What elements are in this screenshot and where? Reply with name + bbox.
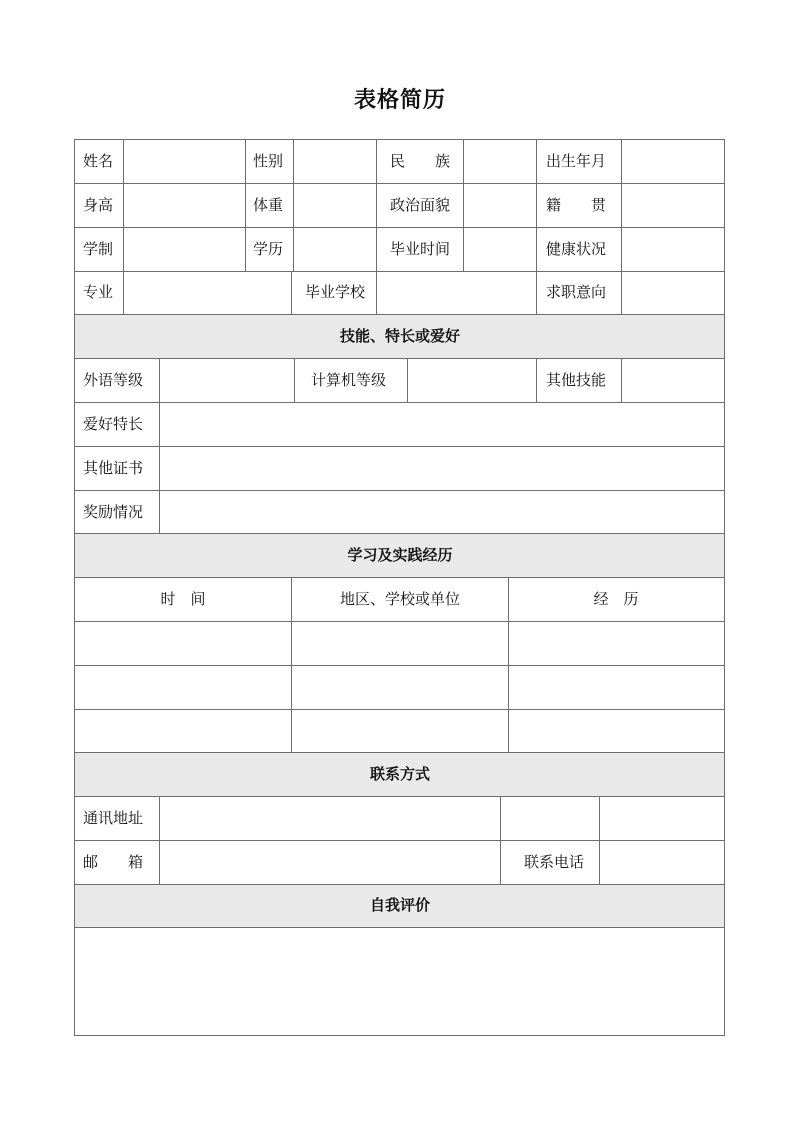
birth-label: 出生年月 [546,152,607,170]
job-intent-label: 求职意向 [546,283,607,301]
birth-field[interactable] [622,140,724,183]
experience-place-cell[interactable] [292,710,508,752]
health-label: 健康状况 [546,240,607,258]
row-divider [74,314,725,315]
hobbies-label: 爱好特长 [83,415,144,433]
col-divider [291,271,292,314]
computer-label: 计算机等级 [311,371,387,389]
place-column-label: 地区、学校或单位 [339,590,461,608]
awards-field[interactable] [160,491,724,533]
schooling-length-field[interactable] [124,228,245,271]
certificates-field[interactable] [160,447,724,490]
experience-header-label: 学习及实践经历 [347,546,453,564]
name-label: 姓名 [83,152,114,170]
education-field[interactable] [294,228,376,271]
weight-field[interactable] [294,184,376,227]
height-field[interactable] [124,184,245,227]
political-label: 政治面貌 [390,196,451,214]
experience-detail-cell[interactable] [509,710,724,752]
experience-column-label: 经 历 [593,590,639,608]
weight-label: 体重 [253,196,284,214]
grad-time-field[interactable] [464,228,536,271]
grad-time-label: 毕业时间 [390,240,451,258]
education-label: 学历 [253,240,284,258]
native-place-label: 籍 贯 [546,196,607,214]
row-divider [74,752,725,753]
time-column-label: 时 间 [160,590,206,608]
self-eval-field[interactable] [75,928,724,1035]
col-divider [245,139,246,271]
address-field[interactable] [160,797,500,840]
email-field[interactable] [160,841,500,884]
postcode-label-cell[interactable] [501,797,599,840]
address-label: 通讯地址 [83,809,144,827]
grad-school-label: 毕业学校 [305,283,366,301]
col-divider [294,358,295,402]
computer-field[interactable] [408,359,536,402]
email-label: 邮 箱 [83,853,144,871]
phone-label: 联系电话 [524,853,585,871]
native-place-field[interactable] [622,184,724,227]
row-divider [74,533,725,534]
page-title: 表格简历 [353,88,446,113]
col-divider [536,139,537,314]
job-intent-field[interactable] [622,272,724,314]
col-divider [536,358,537,402]
phone-field[interactable] [600,841,724,884]
gender-field[interactable] [294,140,376,183]
language-label: 外语等级 [83,371,144,389]
height-label: 身高 [83,196,114,214]
experience-detail-cell[interactable] [509,622,724,665]
ethnicity-field[interactable] [464,140,536,183]
experience-place-cell[interactable] [292,666,508,709]
experience-time-cell[interactable] [75,710,291,752]
certificates-label: 其他证书 [83,459,144,477]
schooling-length-label: 学制 [83,240,114,258]
experience-time-cell[interactable] [75,666,291,709]
row-divider [74,884,725,885]
health-field[interactable] [622,228,724,271]
grad-school-field[interactable] [377,272,536,314]
row-divider [74,577,725,578]
experience-time-cell[interactable] [75,622,291,665]
experience-detail-cell[interactable] [509,666,724,709]
other-skills-field[interactable] [622,359,724,402]
language-field[interactable] [160,359,294,402]
awards-label: 奖励情况 [83,503,144,521]
ethnicity-label: 民 族 [390,152,451,170]
postcode-field[interactable] [600,797,724,840]
self-eval-header-label: 自我评价 [369,896,431,914]
other-skills-label: 其他技能 [546,371,607,389]
hobbies-field[interactable] [160,403,724,446]
major-field[interactable] [124,272,291,314]
political-field[interactable] [464,184,536,227]
gender-label: 性别 [253,152,284,170]
name-field[interactable] [124,140,245,183]
experience-place-cell[interactable] [292,622,508,665]
major-label: 专业 [83,283,114,301]
skills-header-label: 技能、特长或爱好 [339,327,461,345]
contact-header-label: 联系方式 [369,765,431,783]
